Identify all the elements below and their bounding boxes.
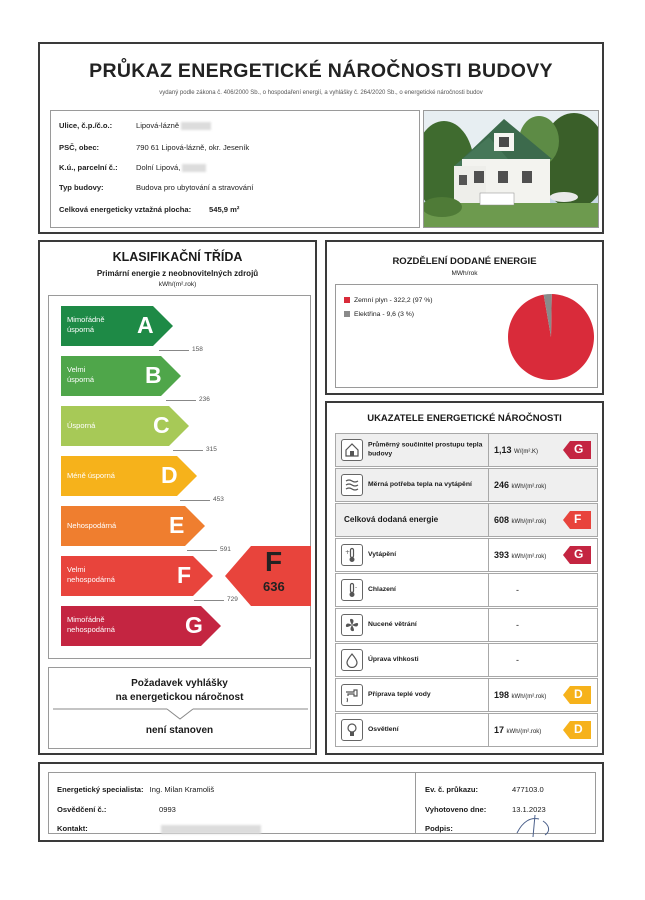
legend-electricity bbox=[344, 311, 414, 318]
indicator-value: 17 bbox=[494, 725, 505, 735]
distribution-pie-chart bbox=[506, 292, 596, 382]
indicator-label: Úprava vlhkosti bbox=[368, 655, 419, 663]
indicator-row bbox=[335, 713, 598, 747]
indicator-label: Vytápění bbox=[368, 550, 397, 558]
energy-class-label: úsporná bbox=[67, 325, 95, 334]
indicator-label: Celková dodaná energie bbox=[344, 514, 439, 524]
indicator-value: - bbox=[516, 585, 519, 595]
energy-class-letter: G bbox=[185, 612, 203, 638]
energy-class-scale bbox=[48, 295, 311, 659]
energy-class-letter: B bbox=[145, 362, 162, 388]
current-class-indicator bbox=[225, 546, 311, 606]
energy-class-label: nehospodárná bbox=[67, 575, 115, 584]
signature-image bbox=[509, 811, 569, 841]
legend-electricity-label: Elektřina - 9,6 (3 %) bbox=[354, 311, 415, 318]
threshold-value: 591 bbox=[220, 546, 231, 553]
indicator-divider bbox=[488, 679, 489, 711]
threshold-value: 158 bbox=[192, 346, 203, 353]
indicator-class-badge bbox=[563, 721, 591, 739]
indicator-value: 246 bbox=[494, 480, 510, 490]
threshold-line bbox=[173, 450, 203, 451]
classification-subtitle: Primární energie z neobnovitelných zdrojů bbox=[96, 269, 259, 278]
cooling-icon bbox=[341, 579, 363, 601]
specialist-label: Energetický specialista: bbox=[57, 785, 144, 794]
requirement-title-2: na energetickou náročnost bbox=[115, 692, 244, 703]
distribution-title: ROZDĚLENÍ DODANÉ ENERGIE bbox=[392, 256, 537, 267]
record-label: Ev. č. průkazu: bbox=[425, 785, 479, 794]
indicator-unit: kWh/(m².rok) bbox=[511, 519, 547, 525]
energy-class-d bbox=[61, 456, 197, 496]
indicator-value-group bbox=[494, 725, 541, 735]
building-photo bbox=[424, 111, 598, 227]
energy-class-e bbox=[61, 506, 205, 546]
indicator-value: - bbox=[516, 655, 519, 665]
classification-unit: kWh/(m².rok) bbox=[158, 281, 197, 288]
indicator-value: - bbox=[516, 620, 519, 630]
indicator-row bbox=[335, 643, 598, 677]
classification-title: KLASIFIKAČNÍ TŘÍDA bbox=[112, 250, 243, 264]
redacted-contact bbox=[161, 825, 261, 834]
specialist-value: Ing. Milan Kramoliš bbox=[149, 785, 215, 794]
indicator-class-badge bbox=[563, 441, 591, 459]
indicator-label: Průměrný součinitel prostupu tepla budovy bbox=[368, 441, 483, 457]
indicator-class-letter: F bbox=[574, 512, 582, 526]
threshold-value: 729 bbox=[227, 596, 238, 603]
indicator-divider bbox=[488, 574, 489, 606]
indicator-unit: kWh/(m².rok) bbox=[511, 694, 547, 700]
indicator-class-letter: G bbox=[574, 547, 584, 561]
indicator-row bbox=[335, 468, 598, 502]
indicators-section bbox=[325, 401, 604, 755]
energy-class-f bbox=[61, 556, 213, 596]
parcel-label: K.ú., parcelní č.: bbox=[59, 163, 118, 172]
energy-class-label: Velmi bbox=[67, 365, 86, 374]
indicator-label: Osvětlení bbox=[368, 725, 399, 733]
energy-class-label: úsporná bbox=[67, 375, 95, 384]
indicator-value-group bbox=[494, 480, 546, 490]
address-value: Lipová-lázně bbox=[136, 121, 180, 130]
contact-label: Kontakt: bbox=[57, 824, 88, 833]
energy-class-label: Nehospodárná bbox=[67, 521, 117, 530]
energy-class-letter: D bbox=[161, 462, 178, 488]
document-title: PRŮKAZ ENERGETICKÉ NÁROČNOSTI BUDOVY bbox=[89, 60, 553, 82]
document-subtitle: vydaný podle zákona č. 406/2000 Sb., o hospodaření energií, a vyhlášky č. 264/2020 Sb., o energetické náročnosti budov bbox=[159, 90, 483, 96]
fan-icon bbox=[341, 614, 363, 636]
indicator-class-letter: G bbox=[574, 442, 584, 456]
date-label: Vyhotoveno dne: bbox=[425, 805, 487, 814]
parcel-value: Dolní Lipová, bbox=[136, 163, 181, 172]
indicator-row bbox=[335, 538, 598, 572]
indicator-class-badge bbox=[563, 511, 591, 529]
indicator-label: Příprava teplé vody bbox=[368, 690, 431, 698]
indicator-row bbox=[335, 433, 598, 467]
building-type-label: Typ budovy: bbox=[59, 183, 104, 192]
certificate-value: 0993 bbox=[159, 805, 176, 814]
indicator-value: 1,13 bbox=[494, 445, 512, 455]
threshold-value: 453 bbox=[213, 496, 224, 503]
indicator-divider bbox=[488, 539, 489, 571]
indicator-value: 198 bbox=[494, 690, 510, 700]
threshold-value: 236 bbox=[199, 396, 210, 403]
postcode-value: 790 61 Lipová-lázně, okr. Jeseník bbox=[136, 143, 250, 152]
indicator-unit: kWh/(m².rok) bbox=[506, 729, 542, 735]
indicator-unit: kWh/(m².rok) bbox=[511, 554, 547, 560]
energy-class-letter: F bbox=[177, 562, 192, 588]
certificate-label: Osvědčení č.: bbox=[57, 805, 107, 814]
address-label: Ulice, č.p./č.o.: bbox=[59, 121, 113, 130]
energy-class-label: Velmi bbox=[67, 565, 86, 574]
requirement-box bbox=[48, 667, 311, 749]
header-section bbox=[38, 42, 604, 234]
energy-class-c bbox=[61, 406, 189, 446]
electricity-color-swatch bbox=[344, 311, 350, 317]
indicator-divider bbox=[488, 714, 489, 746]
light-bulb-icon bbox=[341, 719, 363, 741]
indicator-value: 608 bbox=[494, 515, 510, 525]
threshold-line bbox=[159, 350, 189, 351]
legend-gas bbox=[344, 297, 433, 304]
svg-text:-: - bbox=[355, 584, 358, 591]
indicator-label: Chlazení bbox=[368, 585, 396, 593]
building-photo-frame bbox=[423, 110, 599, 228]
indicator-label: Měrná potřeba tepla na vytápění bbox=[368, 480, 472, 488]
gas-color-swatch bbox=[344, 297, 350, 303]
energy-class-label: Mimořádně bbox=[67, 315, 105, 324]
area-label: Celková energeticky vztažná plocha: bbox=[59, 205, 192, 214]
redacted-number bbox=[181, 122, 211, 130]
indicator-value: 393 bbox=[494, 550, 510, 560]
area-value: 545,9 m² bbox=[209, 205, 240, 214]
threshold-value: 315 bbox=[206, 446, 217, 453]
energy-class-letter: C bbox=[153, 412, 170, 438]
indicator-label: Nucené větrání bbox=[368, 620, 417, 628]
indicator-row bbox=[335, 573, 598, 607]
legend-gas-label: Zemní plyn - 322,2 (97 %) bbox=[354, 297, 433, 304]
indicator-unit: kWh/(m².rok) bbox=[511, 484, 547, 490]
energy-class-letter: E bbox=[169, 512, 185, 538]
footer-frame bbox=[48, 772, 596, 834]
indicator-value-group bbox=[494, 550, 546, 560]
energy-class-b bbox=[61, 356, 181, 396]
threshold-line bbox=[166, 400, 196, 401]
energy-distribution-section bbox=[325, 240, 604, 395]
footer-divider bbox=[415, 773, 416, 833]
indicator-divider bbox=[488, 609, 489, 641]
indicator-value-group bbox=[494, 690, 546, 700]
thermometer-icon bbox=[341, 544, 363, 566]
faucet-icon bbox=[341, 684, 363, 706]
indicator-row bbox=[335, 678, 598, 712]
requirement-title-1: Požadavek vyhlášky bbox=[131, 678, 228, 689]
building-info bbox=[50, 110, 420, 228]
classification-section bbox=[38, 240, 317, 755]
postcode-label: PSČ, obec: bbox=[59, 143, 100, 152]
requirement-value: není stanoven bbox=[145, 725, 214, 736]
indicator-divider bbox=[488, 504, 489, 536]
threshold-line bbox=[187, 550, 217, 551]
svg-text:+: + bbox=[345, 549, 351, 556]
energy-class-label: Úsporná bbox=[67, 421, 96, 430]
indicator-value-group bbox=[494, 445, 538, 455]
heat-waves-icon bbox=[341, 474, 363, 496]
indicator-divider bbox=[488, 469, 489, 501]
threshold-line bbox=[180, 500, 210, 501]
indicator-divider bbox=[488, 644, 489, 676]
house-envelope-icon bbox=[341, 439, 363, 461]
indicator-row bbox=[335, 608, 598, 642]
energy-class-letter: A bbox=[137, 312, 154, 338]
current-class-value: 636 bbox=[263, 579, 285, 594]
indicator-class-letter: D bbox=[574, 687, 583, 701]
indicator-row bbox=[335, 503, 598, 537]
indicator-divider bbox=[488, 434, 489, 466]
requirement-divider bbox=[49, 707, 312, 721]
indicator-class-badge bbox=[563, 546, 591, 564]
indicator-unit: W/(m².K) bbox=[514, 449, 539, 455]
distribution-frame bbox=[335, 284, 598, 388]
record-value: 477103.0 bbox=[512, 785, 544, 794]
threshold-line bbox=[194, 600, 224, 601]
indicator-class-badge bbox=[563, 686, 591, 704]
energy-class-a bbox=[61, 306, 173, 346]
energy-class-label: Mimořádně bbox=[67, 615, 105, 624]
humidity-icon bbox=[341, 649, 363, 671]
building-type-value: Budova pro ubytování a stravování bbox=[136, 183, 254, 192]
indicator-class-letter: D bbox=[574, 722, 583, 736]
energy-class-label: Méně úsporná bbox=[67, 471, 115, 480]
indicator-value-group bbox=[494, 515, 546, 525]
footer-section bbox=[38, 762, 604, 842]
signature-label: Podpis: bbox=[425, 824, 453, 833]
energy-class-label: nehospodárná bbox=[67, 625, 115, 634]
date-value: 13.1.2023 bbox=[512, 805, 546, 814]
indicators-title: UKAZATELE ENERGETICKÉ NÁROČNOSTI bbox=[367, 413, 562, 424]
distribution-unit: MWh/rok bbox=[451, 270, 478, 277]
redacted-parcel bbox=[182, 164, 206, 172]
current-class-letter: F bbox=[265, 546, 283, 577]
energy-class-g bbox=[61, 606, 221, 646]
